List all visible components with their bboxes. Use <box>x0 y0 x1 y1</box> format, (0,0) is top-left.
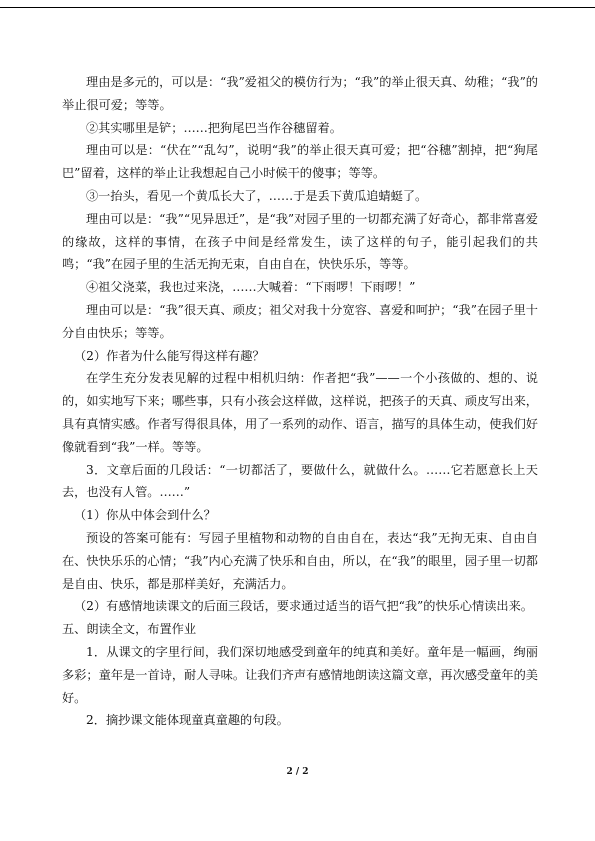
paragraph: 1．从课文的字里行间，我们深切地感受到童年的纯真和美好。童年是一幅画，绚丽多彩；童年是一首诗，耐人寻味。让我们齐声有感情地朗读这篇文章，再次感受童年的美好。 <box>62 644 538 705</box>
paragraph: 预设的答案可能有：写园子里植物和动物的自由自在，表达“我”无拘无束、自由自在、快快乐乐的心情；“我”内心充满了快乐和自由，所以，在“我”的眼里，园子里一切都是自由、快乐，都是那样美好，充满活力。 <box>62 530 538 591</box>
paragraph: 理由是多元的，可以是：“我”爱祖父的模仿行为；“我”的举止很天真、幼稚；“我”的举止很可爱；等等。 <box>62 75 538 112</box>
page-number: 2 / 2 <box>286 767 309 777</box>
header-rule <box>0 7 595 8</box>
paragraph: 理由可以是：“我”很天真、顽皮；祖父对我十分宽容、喜爱和呵护；“我”在园子里十分自由快乐；等等。 <box>62 302 538 340</box>
paragraph: 理由可以是：“我”“见异思迁”，是“我”对园子里的一切都充满了好奇心，都非常喜爱的缘故，这样的事情，在孩子中间是经常发生，读了这样的句子，能引起我们的共鸣；“我”在园子里的生活无拘无束，自由自在，快快乐乐，等等。 <box>62 211 538 272</box>
paragraph: 2．摘抄课文能体现童真童趣的句段。 <box>86 713 289 728</box>
paragraph: ②其实哪里是铲；……把狗尾巴当作谷穗留着。 <box>86 120 342 135</box>
document-body <box>62 71 538 732</box>
paragraph: ③一抬头，看见一个黄瓜长大了，……于是丢下黄瓜追蜻蜓了。 <box>86 188 428 203</box>
paragraph: （2）作者为什么能写得这样有趣？ <box>74 348 265 363</box>
paragraph: ④祖父浇菜，我也过来浇，……大喊着：“下雨啰！下雨啰！” <box>86 280 416 295</box>
paragraph: 理由可以是：“伏在”“乱勾”，说明“我”的举止很天真可爱；把“谷穗”割掉，把“狗尾巴”留着，这样的举止让我想起自己小时候干的傻事；等等。 <box>62 143 538 181</box>
paragraph: 在学生充分发表见解的过程中相机归纳：作者把“我”——一个小孩做的、想的、说的，如实地写下来；哪些事，只有小孩会这样做，这样说，把孩子的天真、顽皮写出来，具有真情实感。作者写得很具体，用了一系列的动作、语言，描写的具体生动，使我们好像就看到“我”一样。等等。 <box>62 371 538 454</box>
paragraph: 3．文章后面的几段话：“一切都活了，要做什么，就做什么。……它若愿意长上天去，也没有人管。……” <box>62 462 538 500</box>
section-heading: 五、朗读全文，布置作业 <box>62 622 197 637</box>
paragraph: （1）你从中体会到什么？ <box>74 508 216 523</box>
paragraph: （2）有感情地读课文的后面三段话，要求通过适当的语气把“我”的快乐心情读出来。 <box>74 599 533 614</box>
